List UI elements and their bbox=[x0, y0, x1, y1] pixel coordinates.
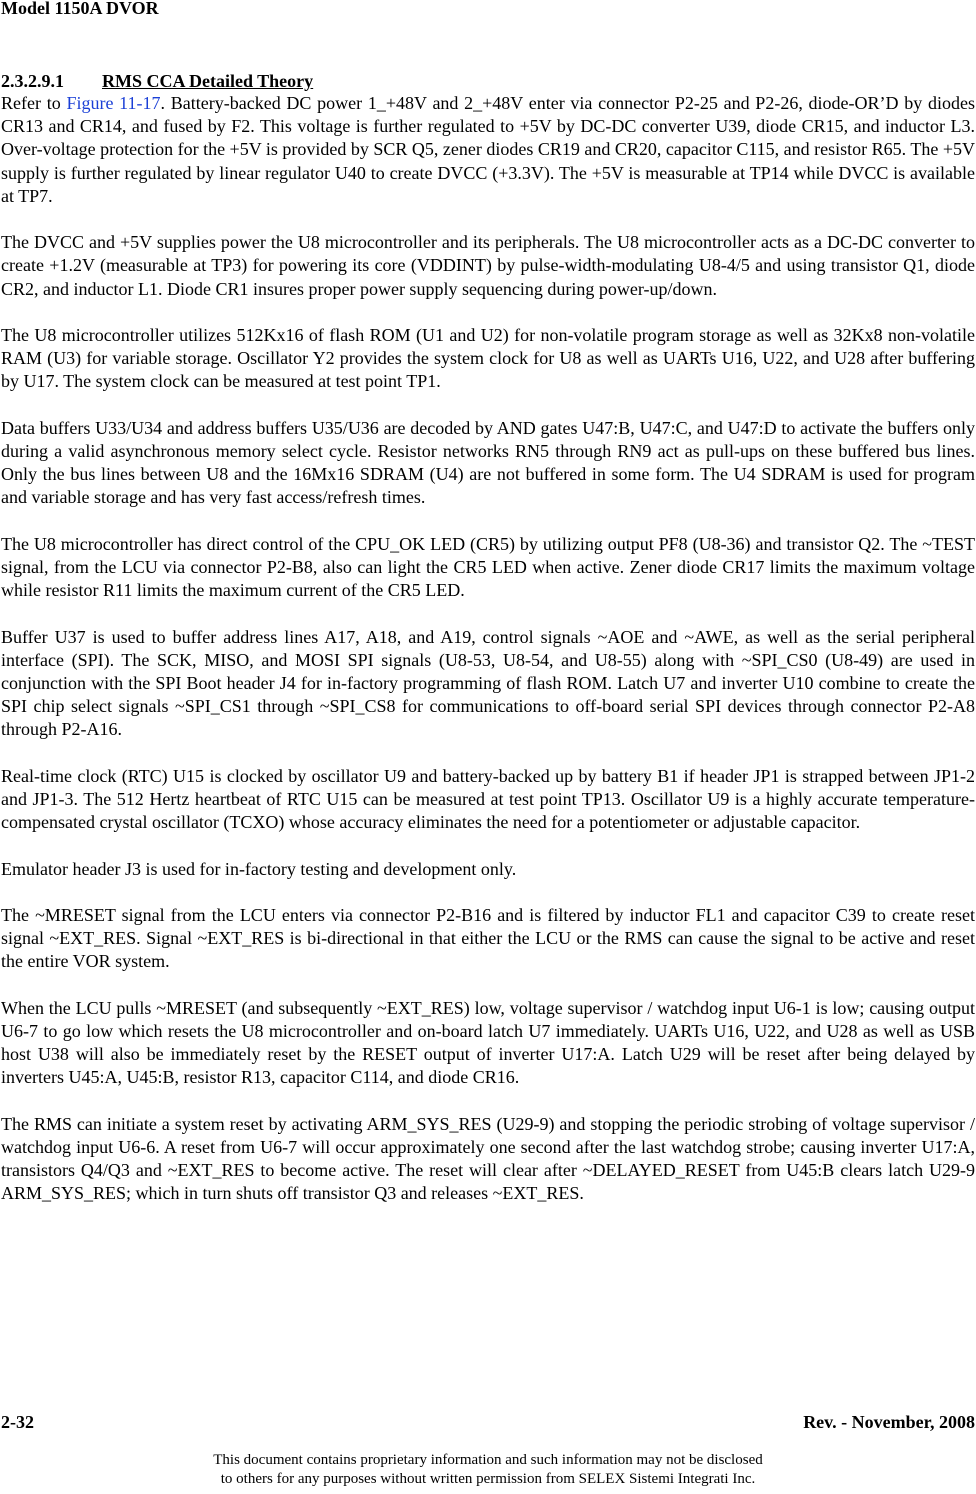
paragraph-mreset: The ~MRESET signal from the LCU enters via connector P2-B16 and is filtered by inductor FL1 and capacitor C39 to create reset signal ~EXT_RES. Signal ~EXT_RES is bi-directional in that either the LCU or the RMS can cause the signal to be active and reset the entire VOR system. bbox=[1, 904, 975, 972]
paragraph-power-intro: Refer to bbox=[1, 93, 67, 113]
page-number: 2-32 bbox=[1, 1412, 34, 1432]
disclaimer-line-1: This document contains proprietary information and such information may not be disclosed bbox=[213, 1452, 763, 1468]
paragraph-dvcc: The DVCC and +5V supplies power the U8 microcontroller and its peripherals. The U8 microcontroller acts as a DC-DC converter to create +1.2V (measurable at TP3) for powering its core (VDDINT) by pulse-width-modulating U8-4/5 and using transistor Q1, diode CR2, and inductor L1. Diode CR1 insures proper power supply sequencing during power-up/down. bbox=[1, 232, 975, 299]
paragraph-buffers: Data buffers U33/U34 and address buffers U35/U36 are decoded by AND gates U47:B, U47:C, and U47:D to activate the buffers only during a valid asynchronous memory select cycle. Resistor networks RN5 through RN9 act as pull-ups on these buffered bus lines. Only the bus lines between U8 and the 16Mx16 SDRAM (U4) are not buffered in some form. The U4 SDRAM is used for program and variable storage and has very fast access/refresh times. bbox=[1, 417, 975, 508]
body-text bbox=[1, 92, 975, 1229]
figure-link[interactable]: Figure 11-17 bbox=[66, 93, 161, 113]
section-title: RMS CCA Detailed Theory bbox=[102, 71, 314, 91]
paragraph-power bbox=[1, 92, 975, 208]
paragraph-emulator: Emulator header J3 is used for in-factory testing and development only. bbox=[1, 858, 517, 879]
paragraph-lcu-reset: When the LCU pulls ~MRESET (and subsequently ~EXT_RES) low, voltage supervisor / watchdog input U6-1 is low; causing output U6-7 to go low which resets the U8 microcontroller and on-board latch U7 immediately. UARTs U16, U22, and U28 as well as USB host U38 will also be immediately reset by the RESET output of inverter U17:A. Latch U29 will be reset after being delayed by inverters U45:A, U45:B, resistor R13, capacitor C114, and diode CR16. bbox=[1, 997, 975, 1088]
disclaimer-line-2: to others for any purposes without written permission from SELEX Sistemi Integrati Inc. bbox=[220, 1471, 756, 1487]
paragraph-rms-reset: The RMS can initiate a system reset by activating ARM_SYS_RES (U29-9) and stopping the periodic strobing of voltage supervisor / watchdog input U6-6. A reset from U6-7 will occur approximately one second after the last watchdog strobe; causing inverter U17:A, transistors Q4/Q3 and ~EXT_RES to become active. The reset will clear after ~DELAYED_RESET from U45:B clears latch U29-9 ARM_SYS_RES; which in turn shuts off transistor Q3 and releases ~EXT_RES. bbox=[1, 1113, 975, 1204]
revision-date: Rev. - November, 2008 bbox=[803, 1412, 975, 1432]
paragraph-memory: The U8 microcontroller utilizes 512Kx16 of flash ROM (U1 and U2) for non-volatile program storage as well as 32Kx8 non-volatile RAM (U3) for variable storage. Oscillator Y2 provides the system clock for U8 as well as UARTs U16, U22, and U28 after buffering by U17. The system clock can be measured at test point TP1. bbox=[1, 325, 975, 392]
section-heading bbox=[1, 71, 313, 91]
paragraph-cpu-ok-led: The U8 microcontroller has direct control of the CPU_OK LED (CR5) by utilizing output PF8 (U8-36) and transistor Q2. The ~TEST signal, from the LCU via connector P2-B8, also can light the CR5 LED when active. Zener diode CR17 limits the maximum voltage while resistor R11 limits the maximum current of the CR5 LED. bbox=[1, 533, 975, 601]
paragraph-spi: Buffer U37 is used to buffer address lines A17, A18, and A19, control signals ~AOE and ~AWE, as well as the serial peripheral interface (SPI). The SCK, MISO, and MOSI SPI signals (U8-53, U8-54, and U8-55) along with ~SPI_CS0 (U8-49) are used in conjunction with the SPI Boot header J4 for in-factory programming of flash ROM. Latch U7 and inverter U10 combine to create the SPI chip select signals ~SPI_CS1 through ~SPI_CS8 for communications to off-board serial SPI devices through connector P2-A8 through P2-A16. bbox=[1, 626, 975, 740]
proprietary-disclaimer bbox=[0, 1451, 976, 1489]
paragraph-power-text: . Battery-backed DC power 1_+48V and 2_+48V enter via connector P2-25 and P2-26, diode-OR’D by diodes CR13 and CR14, and fused by F2. This voltage is further regulated to +5V by DC-DC converter U39, diode CR15, and inductor L3. Over-voltage protection for the +5V is provided by SCR Q5, zener diodes CR19 and CR20, capacitor C115, and resistor R65. The +5V supply is further regulated by linear regulator U40 to create DVCC (+3.3V). The +5V is measurable at TP14 while DVCC is available at TP7. bbox=[1, 93, 975, 206]
section-number: 2.3.2.9.1 bbox=[1, 71, 64, 91]
page-header-title: Model 1150A DVOR bbox=[1, 0, 159, 18]
paragraph-rtc: Real-time clock (RTC) U15 is clocked by oscillator U9 and battery-backed up by battery B1 if header JP1 is strapped between JP1-2 and JP1-3. The 512 Hertz heartbeat of RTC U15 can be measured at test point TP13. Oscillator U9 is a highly accurate temperature-compensated crystal oscillator (TCXO) whose accuracy eliminates the need for a potentiometer or adjustable capacitor. bbox=[1, 765, 975, 833]
